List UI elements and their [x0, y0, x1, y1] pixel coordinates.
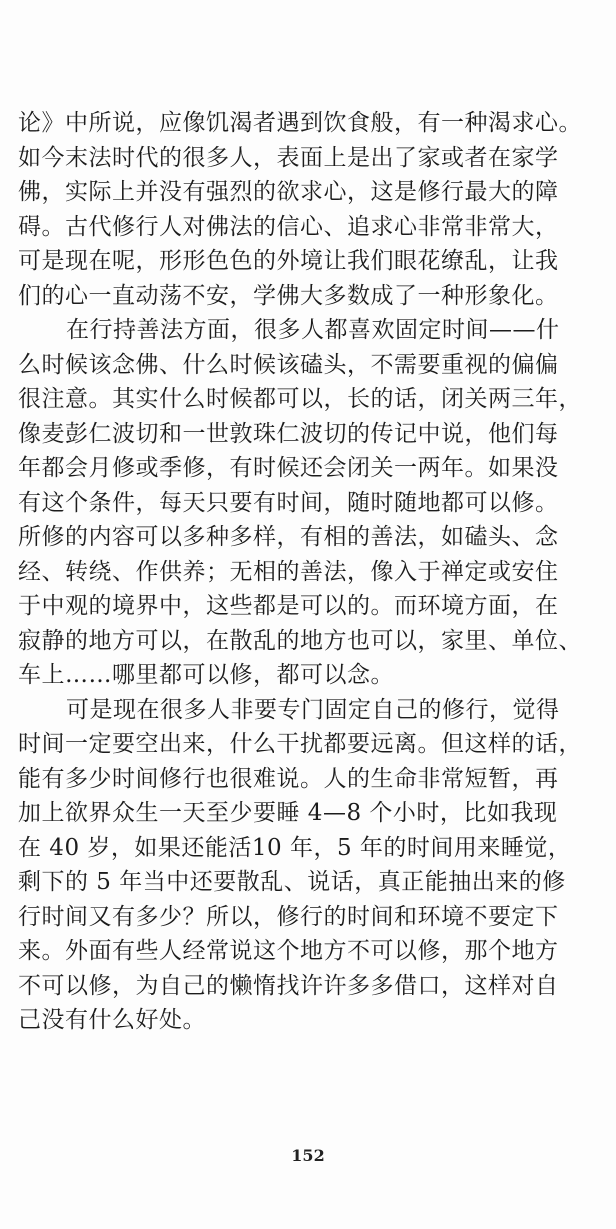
text-line: 很注意。其实什么时候都可以，长的话，闭关两三年，: [18, 386, 582, 412]
text-line: 车上……哪里都可以修，都可以念。: [18, 662, 394, 688]
text-line: 寂静的地方可以，在散乱的地方也可以，家里、单位、: [18, 627, 582, 654]
text-line: 可是现在很多人非要专门固定自己的修行，觉得: [66, 696, 560, 723]
text-line: 行时间又有多少？所以，修行的时间和环境不要定下: [18, 903, 559, 930]
text-line: 加上欲界众生一天至少要睡 4—8 个小时，比如我现: [18, 800, 558, 826]
text-line: 剩下的 5 年当中还要散乱、说话，真正能抽出来的修: [18, 869, 566, 895]
text-line: 所修的内容可以多种多样，有相的善法，如磕头、念: [18, 524, 559, 550]
text-line: 年都会月修或季修，有时候还会闭关一两年。如果没: [18, 455, 559, 481]
text-line: 有这个条件，每天只要有时间，随时随地都可以修。: [18, 489, 559, 516]
text-line: 在行持善法方面，很多人都喜欢固定时间——什: [66, 317, 560, 343]
text-line: 己没有什么好处。: [18, 1007, 206, 1033]
text-line: 可是现在呢，形形色色的外境让我们眼花缭乱，让我: [18, 248, 559, 274]
text-line: 佛，实际上并没有强烈的欲求心，这是修行最大的障: [18, 179, 559, 205]
text-line: 能有多少时间修行也很难说。人的生命非常短暂，再: [18, 765, 559, 792]
text-line: 论》中所说，应像饥渴者遇到饮食般，有一种渴求心。: [18, 110, 582, 136]
text-line: 像麦彭仁波切和一世敦珠仁波切的传记中说，他们每: [18, 420, 559, 447]
text-line: 如今末法时代的很多人，表面上是出了家或者在家学: [18, 144, 559, 171]
page-number: 152: [291, 1146, 325, 1165]
text-line: 么时候该念佛、什么时候该磕头，不需要重视的偏偏: [18, 351, 559, 378]
text-line: 碍。古代修行人对佛法的信心、追求心非常非常大，: [18, 213, 559, 240]
text-line: 时间一定要空出来，什么干扰都要远离。但这样的话，: [18, 731, 582, 757]
text-line: 经、转绕、作供养；无相的善法，像入于禅定或安住: [18, 558, 559, 585]
text-line: 们的心一直动荡不安，学佛大多数成了一种形象化。: [18, 282, 559, 309]
text-line: 于中观的境界中，这些都是可以的。而环境方面，在: [18, 593, 559, 619]
text-line: 不可以修，为自己的懒惰找许许多多借口，这样对自: [18, 972, 559, 999]
text-line: 来。外面有些人经常说这个地方不可以修，那个地方: [18, 938, 559, 964]
text-line: 在 40 岁，如果还能活10 年，5 年的时间用来睡觉，: [18, 834, 572, 861]
body-text: [18, 106, 604, 1038]
